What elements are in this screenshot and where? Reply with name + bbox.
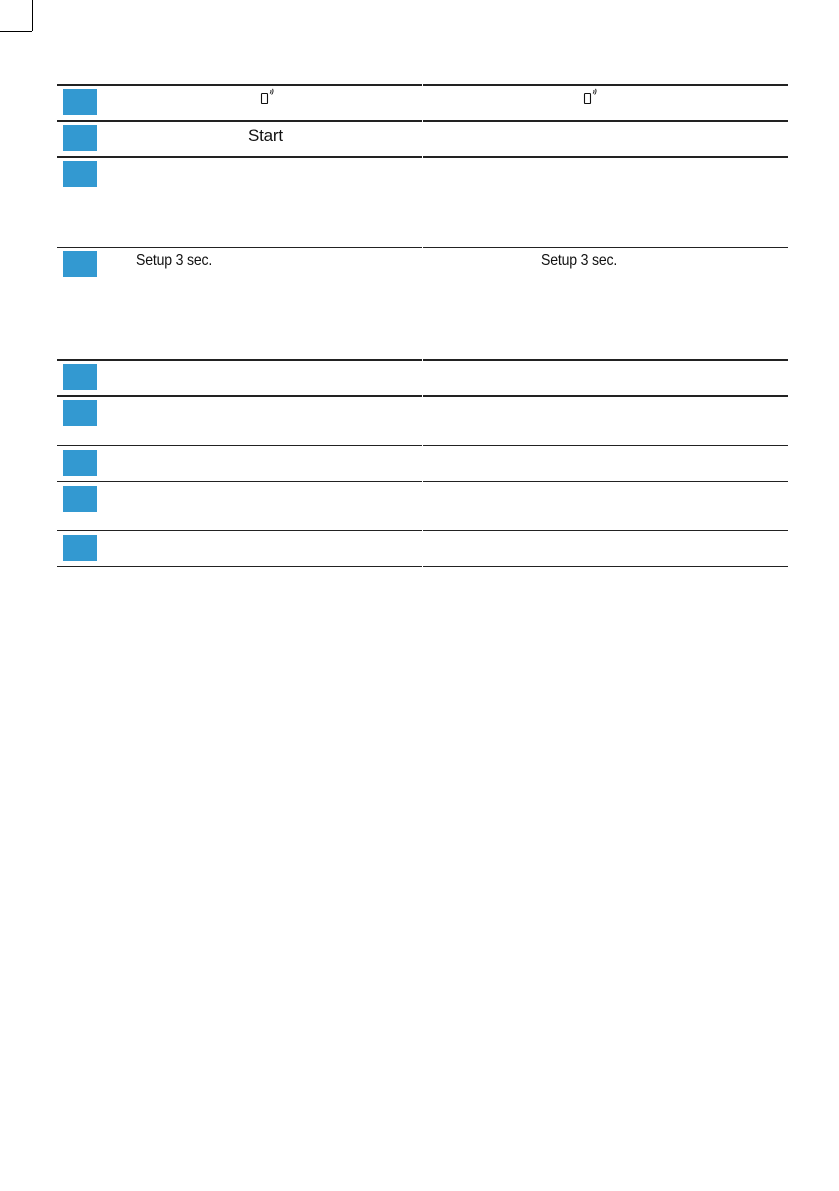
row-divider-right (423, 530, 788, 531)
table-top-rule-left (57, 84, 422, 86)
step-box-8[interactable] (63, 486, 97, 512)
row-divider-left (57, 359, 422, 361)
row-divider-left (57, 247, 422, 248)
crop-mark-vertical (32, 0, 33, 31)
row-divider-right (423, 156, 788, 158)
step-box-3[interactable] (63, 161, 97, 187)
row-divider-right (423, 359, 788, 361)
remote-start-phone-icon (583, 87, 599, 105)
row-divider-left (57, 481, 422, 482)
crop-mark-horizontal (0, 31, 32, 32)
remote-start-phone-icon (260, 87, 276, 105)
start-button-label: Start (248, 126, 283, 145)
row-divider-right (423, 247, 788, 248)
row-divider-right (423, 395, 788, 397)
table-bottom-rule-left (57, 566, 422, 567)
row-divider-right (423, 481, 788, 482)
step-box-7[interactable] (63, 450, 97, 476)
row-divider-left (57, 120, 422, 122)
step-box-2[interactable] (63, 125, 97, 151)
setup-hold-label-right: Setup 3 sec. (541, 252, 618, 269)
step-box-6[interactable] (63, 400, 97, 426)
row-divider-left (57, 395, 422, 397)
row-divider-left (57, 156, 422, 158)
table-bottom-rule-right (423, 566, 788, 567)
setup-hold-label-left: Setup 3 sec. (136, 252, 213, 269)
step-box-5[interactable] (63, 364, 97, 390)
step-box-4[interactable] (63, 251, 97, 277)
row-divider-right (423, 445, 788, 446)
row-divider-left (57, 530, 422, 531)
step-box-1[interactable] (63, 89, 97, 115)
step-box-9[interactable] (63, 535, 97, 561)
row-divider-right (423, 120, 788, 122)
table-top-rule-right (423, 84, 788, 86)
row-divider-left (57, 445, 422, 446)
